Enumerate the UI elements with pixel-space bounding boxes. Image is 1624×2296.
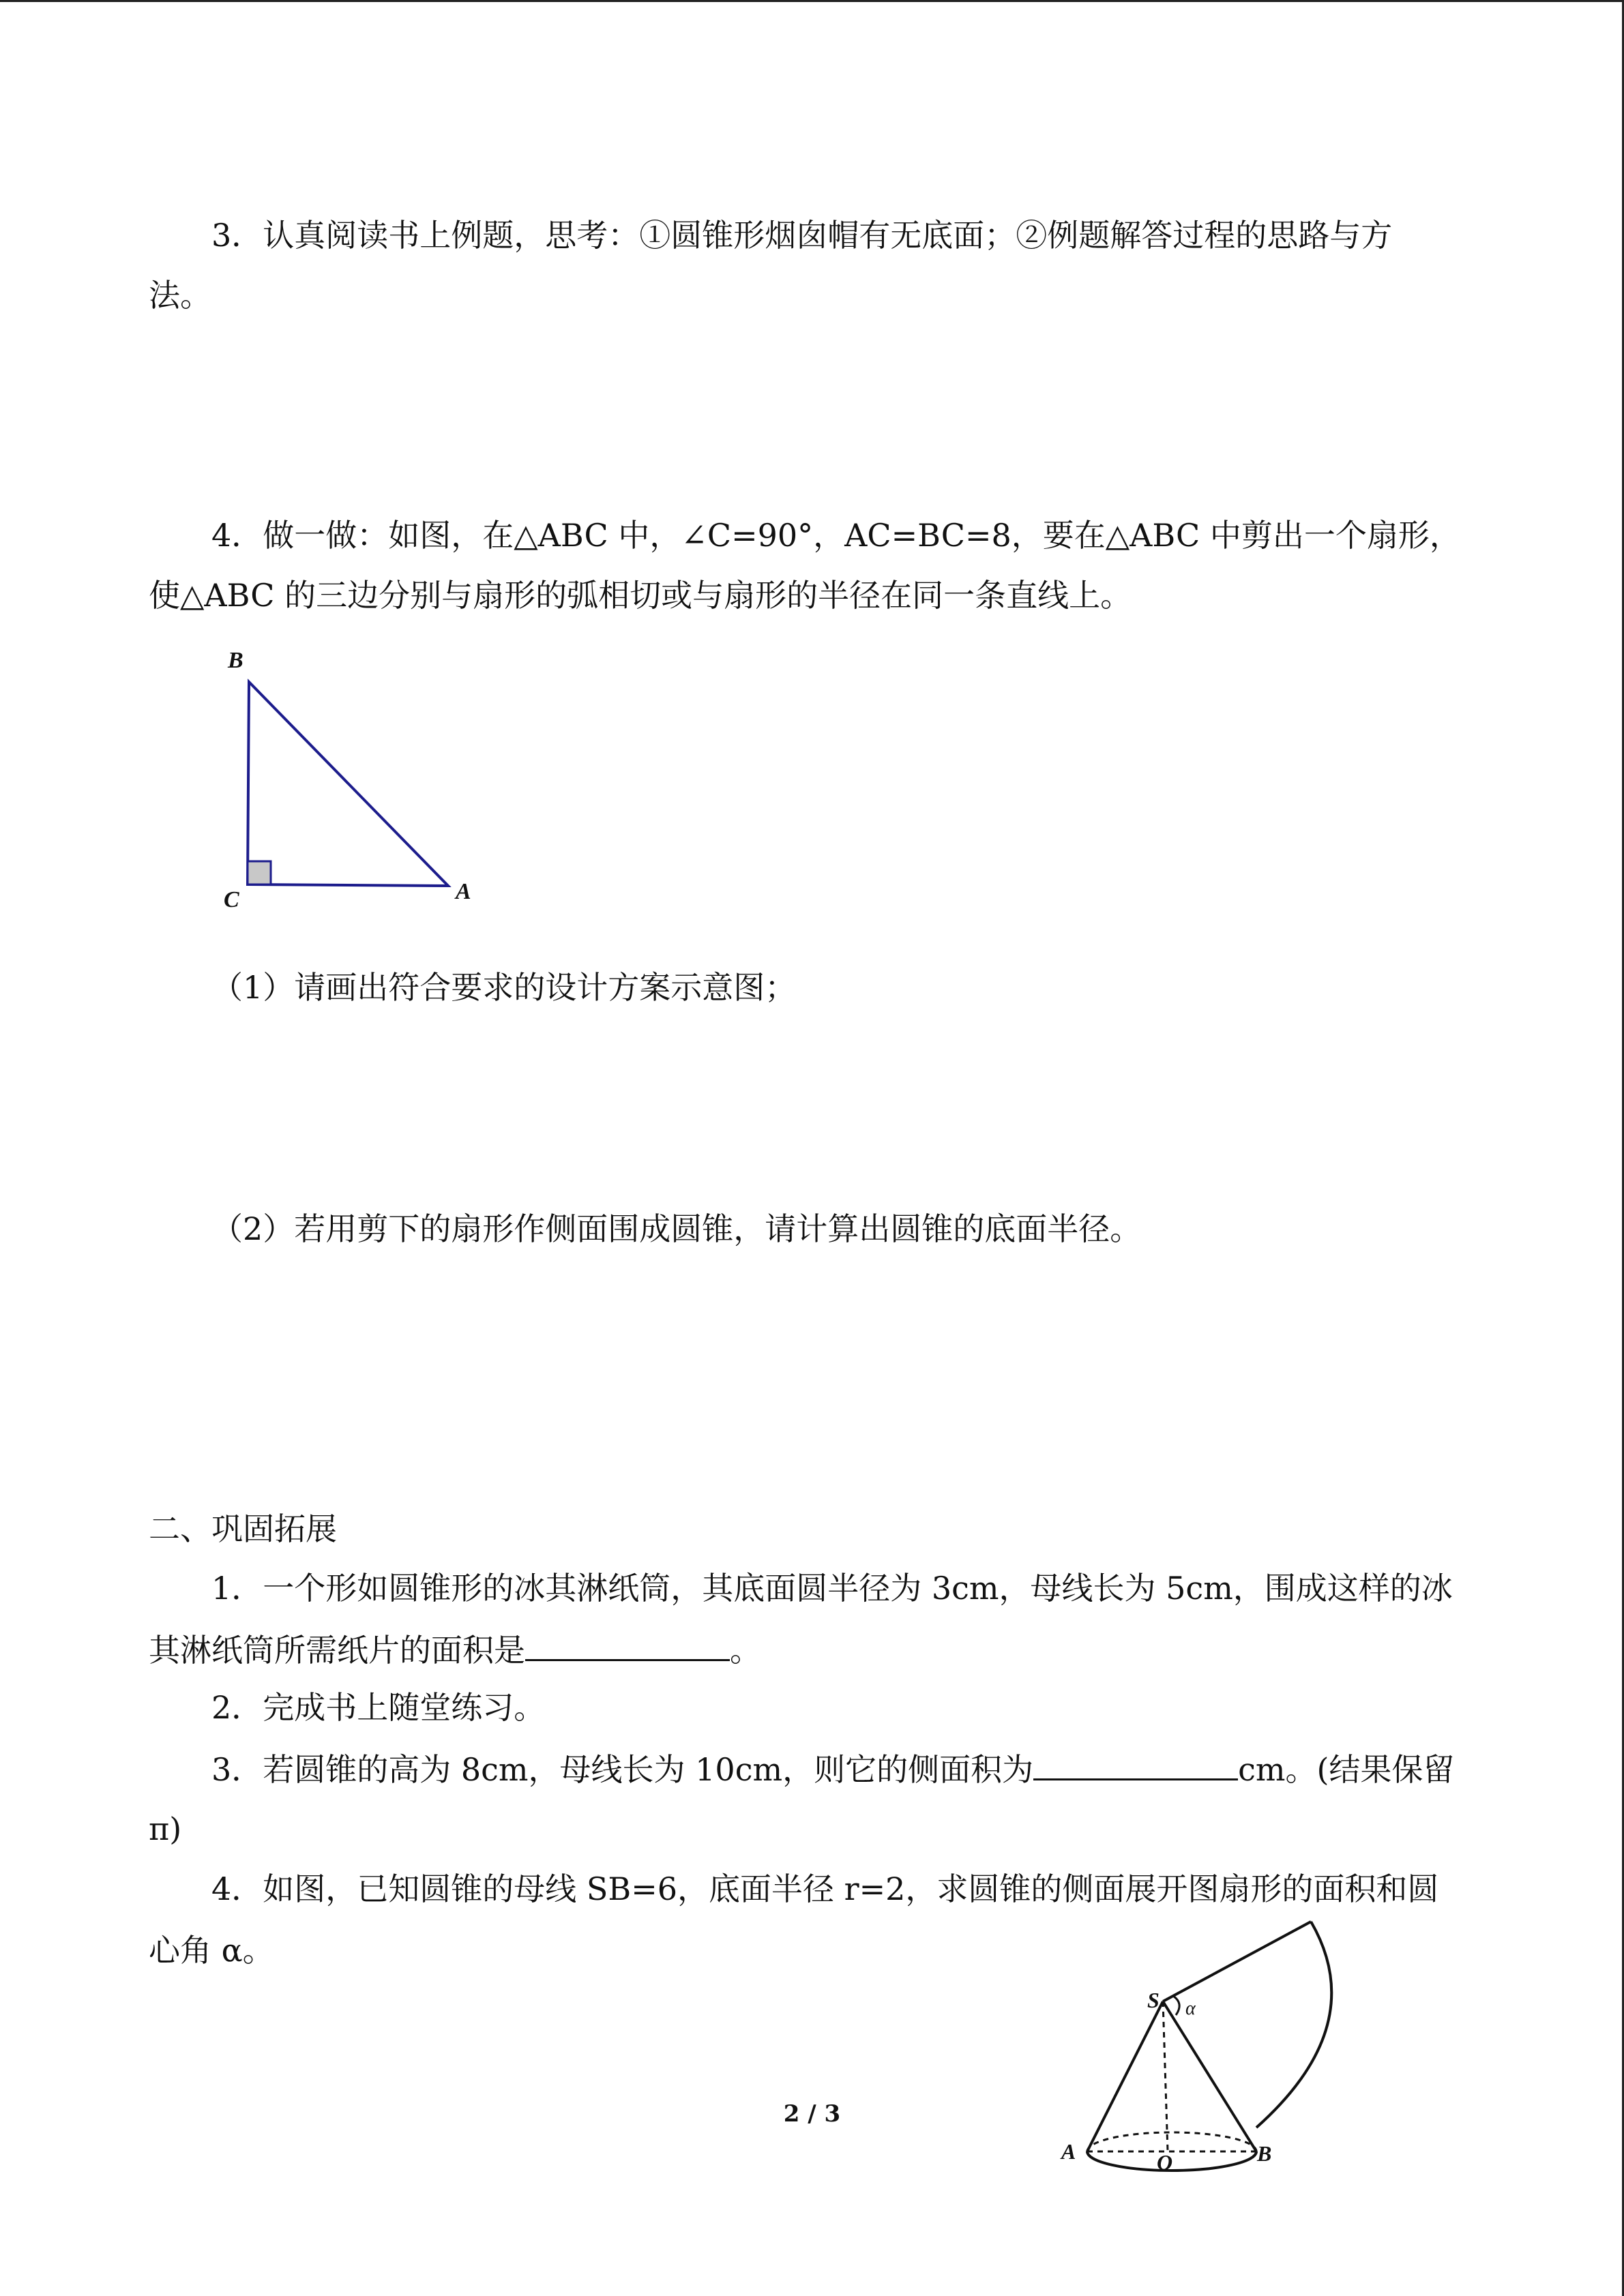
label-o: O [1157,2150,1173,2175]
s2-p3-line2: π) [149,1810,182,1847]
q4-line1: 4．做一做：如图，在△ABC 中，∠C=90°，AC=BC=8，要在△ABC 中剪出一个扇形， [211,517,1461,554]
vertex-label-c: C [224,887,239,912]
s2-p2: 2．完成书上随堂练习。 [211,1689,546,1726]
page-number: 2 / 3 [783,2100,841,2128]
s2-p1-line1: 1．一个形如圆锥形的冰其淋纸筒，其底面圆半径为 3cm，母线长为 5cm，围成这样的冰 [211,1570,1453,1607]
s2-p1-text: 其淋纸筒所需纸片的面积是 [149,1632,525,1669]
q3-line1: 3．认真阅读书上例题，思考：①圆锥形烟囱帽有无底面；②例题解答过程的思路与方 [211,217,1393,254]
q3-line2: 法。 [149,277,211,314]
right-angle-marker [248,861,271,884]
s2-p4-line2: 心角 α。 [149,1932,274,1969]
cone-figure [1050,1903,1350,2189]
s2-p3-unit: cm。(结果保留 [1238,1751,1455,1788]
label-a: A [1061,2139,1076,2164]
label-alpha: α [1185,1998,1196,2019]
label-s: S [1147,1988,1160,2012]
cone-base-back [1087,2132,1256,2151]
q4-sub2: （2）若用剪下的扇形作侧面围成圆锥，请计算出圆锥的底面半径。 [211,1210,1142,1247]
s2-p4-line1: 4．如图，已知圆锥的母线 SB=6，底面半径 r=2，求圆锥的侧面展开图扇形的面积和圆 [211,1870,1439,1907]
cone-generatrix-sa [1087,2001,1163,2151]
answer-blank-2[interactable] [1033,1748,1238,1780]
s2-p3-text: 3．若圆锥的高为 8cm，母线长为 10cm，则它的侧面积为 [211,1751,1034,1788]
right-triangle-figure [218,644,491,917]
cone-height-so [1163,2001,1168,2151]
cone-generatrix-sb [1163,2001,1256,2151]
vertex-label-b: B [228,648,243,673]
section2-heading: 二、巩固拓展 [149,1510,337,1547]
answer-blank-1[interactable] [525,1629,730,1661]
angle-alpha-arc [1173,1996,1179,2015]
q4-sub1: （1）请画出符合要求的设计方案示意图； [211,969,797,1006]
sector-arc [1256,1922,1331,2128]
s2-p1-line2 [149,1629,761,1671]
sector-radius-top [1163,1922,1311,2001]
vertex-label-a: A [456,879,471,904]
q4-line2: 使△ABC 的三边分别与扇形的弧相切或与扇形的半径在同一条直线上。 [149,577,1132,614]
label-b: B [1257,2141,1272,2166]
triangle-abc [248,682,448,886]
s2-p1-end: 。 [730,1632,761,1669]
s2-p3-line1 [211,1748,1454,1790]
